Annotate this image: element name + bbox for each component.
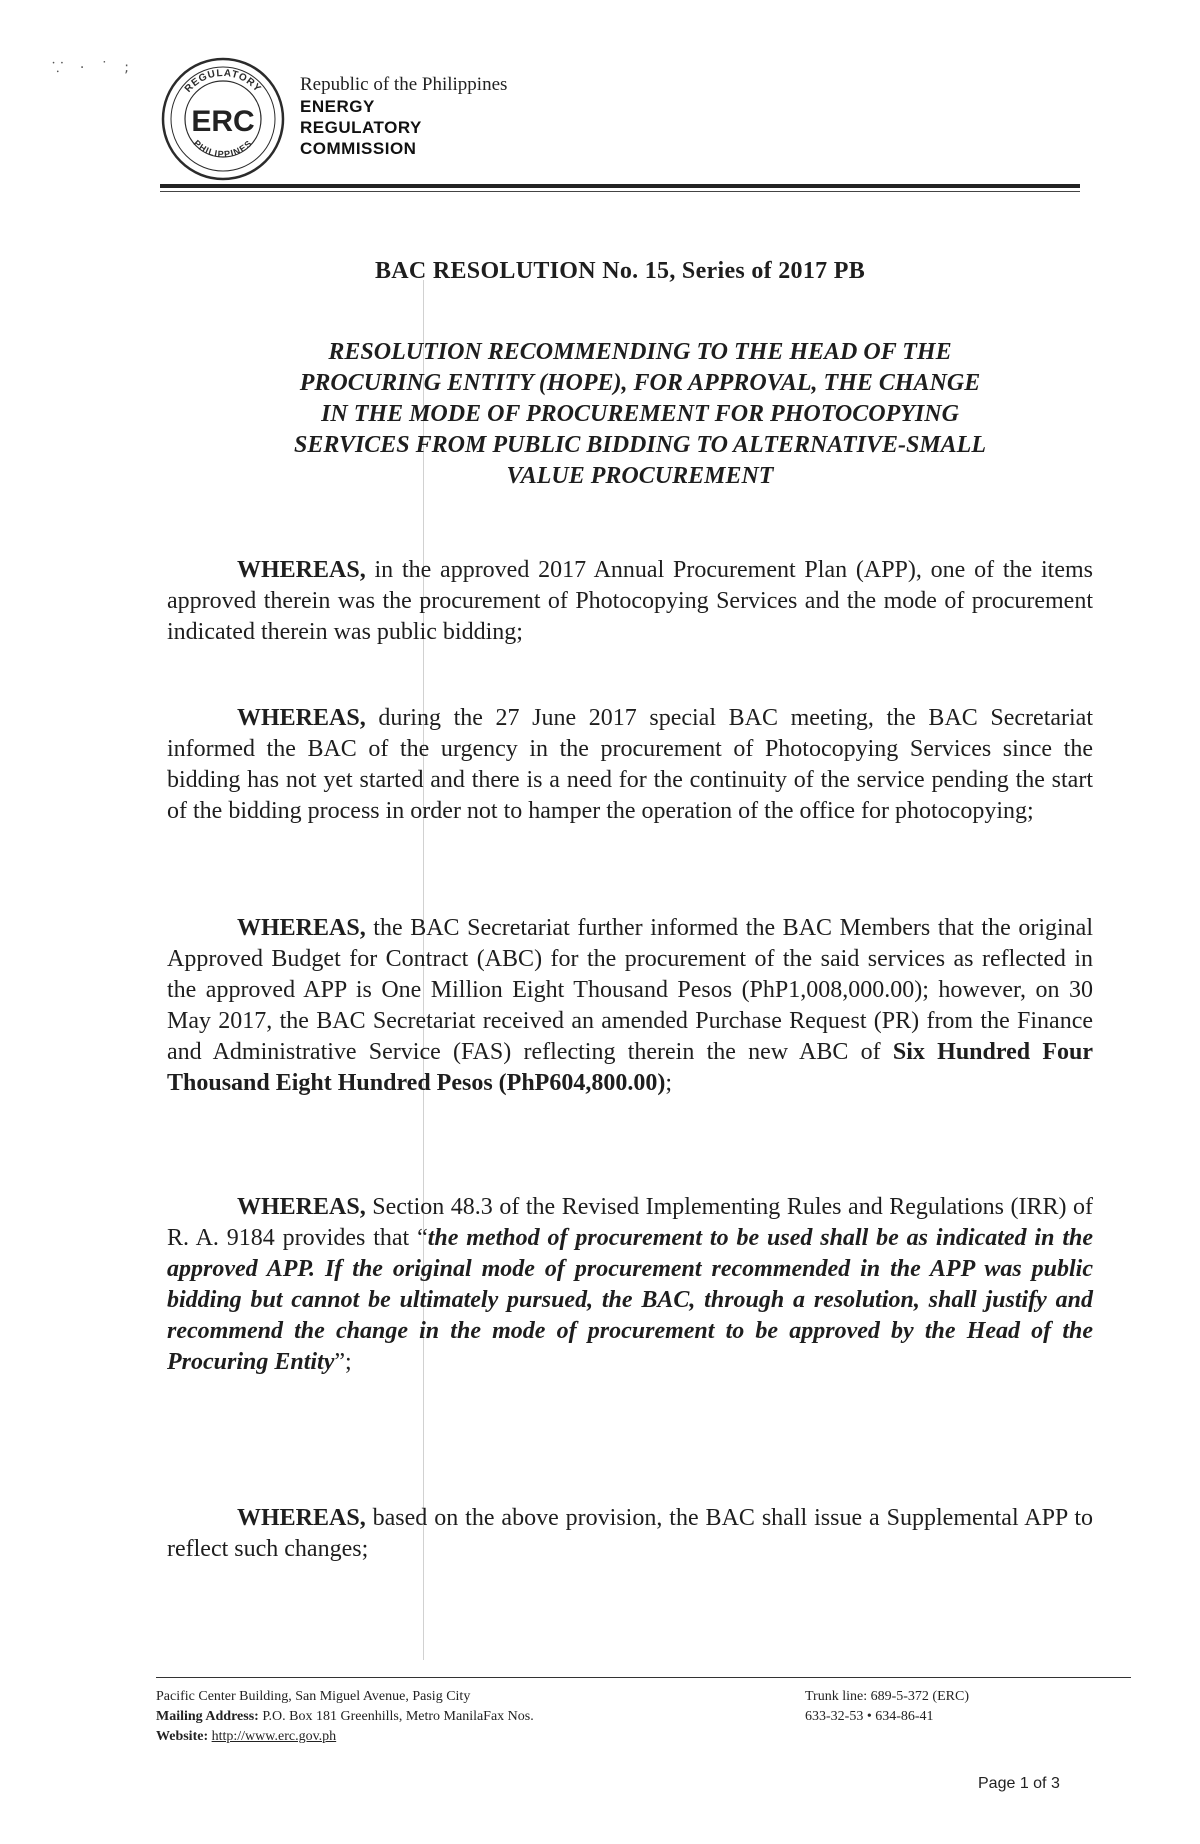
footer-rule — [156, 1677, 1131, 1678]
clause-tail: ”; — [334, 1349, 352, 1375]
clause-text: based on the above provision, the BAC shall issue a Supplemental APP to reflect such changes; — [167, 1505, 1093, 1562]
clause-tail: ; — [665, 1070, 672, 1096]
scan-specks: ⸪ · ˙ ; — [52, 60, 135, 76]
republic-label: Republic of the Philippines — [300, 74, 508, 95]
whereas-clause-2 — [167, 703, 1093, 827]
whereas-clause-5 — [167, 1503, 1093, 1565]
clause-text: the BAC Secretariat further informed the BAC Members that the original Approved Budget for Contract (ABC) for the procurement of the said services as reflected in the approved APP is One Million Eight Thousand Pesos (PhP1,008,000.00); however, on 30 May 2017, the BAC Secretariat received an amended Purchase Request (PR) from the Finance and Administrative Service (FAS) reflecting therein the new ABC of — [167, 915, 1093, 1065]
org-name-line1: ENERGY — [300, 97, 375, 116]
whereas-clause-4 — [167, 1192, 1093, 1378]
seal-bottom-text: PHILIPPINES — [191, 138, 255, 160]
whereas-keyword: WHEREAS, — [237, 1194, 366, 1220]
whereas-keyword: WHEREAS, — [237, 705, 366, 731]
header-rule-thin — [160, 191, 1080, 192]
org-name-line3: COMMISSION — [300, 139, 417, 158]
footer-mailing — [156, 1707, 686, 1727]
trunk-line: Trunk line: 689-5-372 (ERC) — [805, 1689, 969, 1704]
agency-block — [300, 74, 507, 159]
mailing-value: P.O. Box 181 Greenhills, Metro ManilaFax Nos. — [258, 1709, 534, 1724]
whereas-keyword: WHEREAS, — [237, 915, 366, 941]
whereas-keyword: WHEREAS, — [237, 557, 366, 583]
letterhead — [160, 56, 1080, 206]
page-number: Page 1 of 3 — [978, 1775, 1060, 1792]
resolution-subject — [196, 337, 1084, 492]
website-link[interactable]: http://www.erc.gov.ph — [211, 1729, 337, 1744]
footer-contact — [156, 1687, 686, 1747]
irr-quote: the method of procurement to be used shall be as indicated in the approved APP. If the original mode of procurement recommended in the APP was public bidding but cannot be ultimately pursued, the BAC, through a resolution, shall justify and recommend the change in the mode of procurement to be approved by the Head of the Procuring Entity — [167, 1225, 1094, 1375]
new-abc-amount: Six Hundred Four Thousand Eight Hundred Pesos (PhP604,800.00) — [167, 1039, 1093, 1096]
subject-line: SERVICES FROM PUBLIC BIDDING TO ALTERNATIVE-SMALL — [294, 432, 986, 458]
subject-line: RESOLUTION RECOMMENDING TO THE HEAD OF THE — [328, 339, 952, 365]
erc-seal-logo — [160, 56, 286, 182]
fax-numbers: 633-32-53 • 634-86-41 — [805, 1709, 934, 1724]
footer-website — [156, 1727, 686, 1747]
header-rule-thick — [160, 184, 1080, 188]
svg-text:PHILIPPINES — [192, 138, 255, 159]
seal-center-text: ERC — [191, 105, 255, 138]
clause-text: during the 27 June 2017 special BAC meeting, the BAC Secretariat informed the BAC of the urgency in the procurement of Photocopying Services since the bidding has not yet started and there is a need for the continuity of the service pending the start of the bidding process in order not to hamper the operation of the office for photocopying; — [167, 705, 1093, 824]
resolution-title: BAC RESOLUTION No. 15, Series of 2017 PB — [374, 258, 866, 284]
clause-text: in the approved 2017 Annual Procurement Plan (APP), one of the items approved therein was the procurement of Photocopying Services and the mode of procurement indicated therein was public bidding; — [167, 557, 1093, 645]
subject-line: VALUE PROCUREMENT — [506, 463, 774, 489]
whereas-clause-1 — [167, 555, 1093, 648]
whereas-keyword: WHEREAS, — [237, 1505, 366, 1531]
subject-line: PROCURING ENTITY (HOPE), FOR APPROVAL, THE CHANGE — [299, 370, 981, 396]
subject-line: IN THE MODE OF PROCUREMENT FOR PHOTOCOPYING — [321, 401, 959, 427]
footer-address: Pacific Center Building, San Miguel Avenue, Pasig City — [156, 1689, 471, 1704]
org-name-line2: REGULATORY — [300, 118, 422, 137]
website-label: Website: — [156, 1729, 209, 1744]
seal-top-text: REGULATORY — [182, 67, 264, 95]
clause-text: Section 48.3 of the Revised Implementing Rules and Regulations (IRR) of R. A. 9184 provides that “ — [167, 1194, 1093, 1251]
whereas-clause-3 — [167, 913, 1093, 1099]
footer-phone — [805, 1687, 1105, 1727]
mailing-label: Mailing Address: — [156, 1709, 259, 1724]
